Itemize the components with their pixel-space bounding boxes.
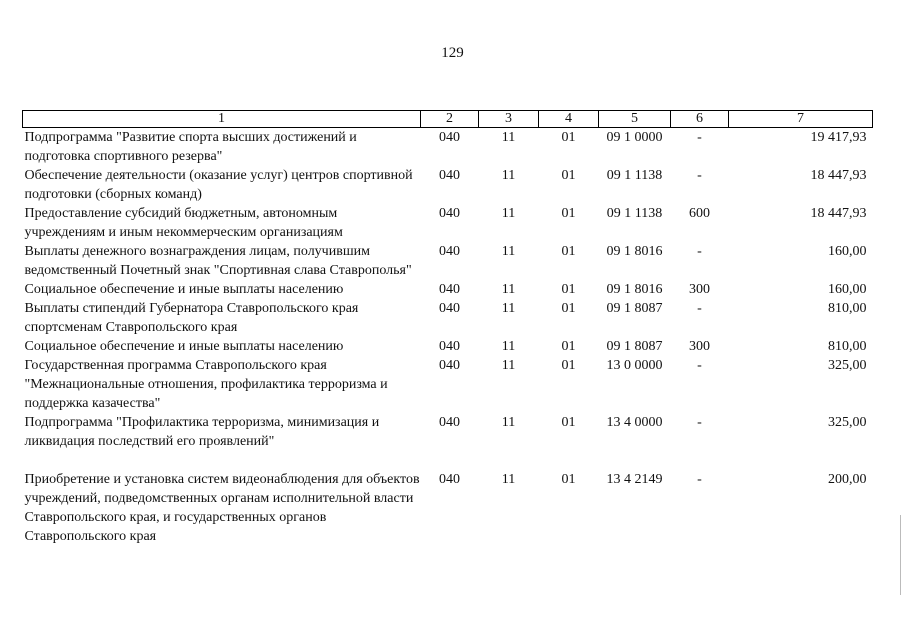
cell-code-5: 09 1 1138 — [606, 168, 663, 183]
budget-table — [22, 110, 873, 546]
cell-code-3: 11 — [501, 358, 516, 373]
row-name: Подпрограмма "Профилактика терроризма, минимизация и ликвидация последствий его проявлений" — [24, 415, 380, 449]
cell-code-4: 01 — [561, 244, 576, 259]
table-row — [23, 166, 873, 204]
cell-amount: 18 447,93 — [810, 168, 867, 183]
cell-code-2: 040 — [439, 358, 460, 373]
cell-code-2: 040 — [439, 339, 460, 354]
cell-code-3: 11 — [501, 339, 516, 354]
cell-amount: 810,00 — [828, 301, 867, 316]
cell-code-2: 040 — [439, 472, 460, 487]
row-name: Предоставление субсидий бюджетным, автономным учреждениям и иным некоммерческим организациям — [24, 206, 343, 240]
cell-code-4: 01 — [561, 415, 576, 430]
cell-code-5: 13 0 0000 — [606, 358, 663, 373]
table-row — [23, 128, 873, 167]
column-header: 2 — [421, 111, 479, 128]
cell-amount: 200,00 — [828, 472, 867, 487]
column-header: 7 — [729, 111, 873, 128]
column-header: 4 — [539, 111, 599, 128]
cell-code-5: 09 1 1138 — [606, 206, 663, 221]
cell-code-3: 11 — [501, 282, 516, 297]
cell-code-3: 11 — [501, 415, 516, 430]
cell-amount: 160,00 — [828, 282, 867, 297]
cell-code-2: 040 — [439, 244, 460, 259]
row-name: Социальное обеспечение и иные выплаты населению — [24, 339, 344, 354]
cell-code-3: 11 — [501, 244, 516, 259]
table-row — [23, 280, 873, 299]
table-row — [23, 356, 873, 413]
cell-amount: 325,00 — [828, 358, 867, 373]
table-row — [23, 337, 873, 356]
cell-code-6: - — [697, 301, 702, 316]
table-row — [23, 204, 873, 242]
cell-code-5: 09 1 8087 — [606, 301, 663, 316]
cell-code-6: - — [697, 472, 702, 487]
row-name: Приобретение и установка систем видеонаблюдения для объектов учреждений, подведомственных органам исполнительной власти Ставропольского края, и государственных органов Ставропольского края — [24, 472, 420, 544]
cell-code-3: 11 — [501, 472, 516, 487]
cell-code-3: 11 — [501, 168, 516, 183]
cell-code-3: 11 — [501, 301, 516, 316]
row-name: Социальное обеспечение и иные выплаты населению — [24, 282, 344, 297]
cell-code-2: 040 — [439, 206, 460, 221]
blank-row — [23, 451, 873, 470]
cell-code-3: 11 — [501, 130, 516, 145]
cell-amount: 325,00 — [828, 415, 867, 430]
table-row — [23, 242, 873, 280]
blank-cell — [23, 451, 873, 470]
scan-artifact — [900, 515, 901, 595]
cell-code-6: - — [697, 415, 702, 430]
cell-code-5: 09 1 8087 — [606, 339, 663, 354]
cell-code-2: 040 — [439, 168, 460, 183]
column-header: 6 — [671, 111, 729, 128]
table-row — [23, 413, 873, 451]
cell-code-4: 01 — [561, 301, 576, 316]
cell-code-6: - — [697, 168, 702, 183]
cell-amount: 18 447,93 — [810, 206, 867, 221]
cell-code-4: 01 — [561, 472, 576, 487]
cell-amount: 160,00 — [828, 244, 867, 259]
cell-code-4: 01 — [561, 358, 576, 373]
cell-code-5: 13 4 2149 — [606, 472, 663, 487]
cell-code-4: 01 — [561, 130, 576, 145]
cell-code-6: 300 — [689, 339, 710, 354]
cell-code-4: 01 — [561, 168, 576, 183]
cell-code-5: 09 1 8016 — [606, 244, 663, 259]
page-number: 129 — [441, 45, 464, 61]
cell-code-4: 01 — [561, 206, 576, 221]
table-header-row — [23, 111, 873, 128]
cell-code-6: - — [697, 358, 702, 373]
cell-amount: 19 417,93 — [810, 130, 867, 145]
column-header: 5 — [599, 111, 671, 128]
cell-code-4: 01 — [561, 339, 576, 354]
cell-code-4: 01 — [561, 282, 576, 297]
cell-code-2: 040 — [439, 415, 460, 430]
row-name: Выплаты стипендий Губернатора Ставропольского края спортсменам Ставропольского края — [24, 301, 359, 335]
column-header: 3 — [479, 111, 539, 128]
cell-amount: 810,00 — [828, 339, 867, 354]
cell-code-6: 300 — [689, 282, 710, 297]
cell-code-6: 600 — [689, 206, 710, 221]
cell-code-2: 040 — [439, 130, 460, 145]
cell-code-5: 13 4 0000 — [606, 415, 663, 430]
column-header: 1 — [23, 111, 421, 128]
cell-code-6: - — [697, 244, 702, 259]
table-row — [23, 299, 873, 337]
cell-code-2: 040 — [439, 301, 460, 316]
cell-code-3: 11 — [501, 206, 516, 221]
cell-code-6: - — [697, 130, 702, 145]
row-name: Государственная программа Ставропольского края "Межнациональные отношения, профилактика терроризма и поддержка казачества" — [24, 358, 388, 411]
table-row — [23, 470, 873, 546]
row-name: Подпрограмма "Развитие спорта высших достижений и подготовка спортивного резерва" — [24, 130, 357, 164]
cell-code-2: 040 — [439, 282, 460, 297]
row-name: Выплаты денежного вознаграждения лицам, получившим ведомственный Почетный знак "Спортивная слава Ставрополья" — [24, 244, 412, 278]
cell-code-5: 09 1 8016 — [606, 282, 663, 297]
cell-code-5: 09 1 0000 — [606, 130, 663, 145]
row-name: Обеспечение деятельности (оказание услуг) центров спортивной подготовки (сборных команд) — [24, 168, 413, 202]
